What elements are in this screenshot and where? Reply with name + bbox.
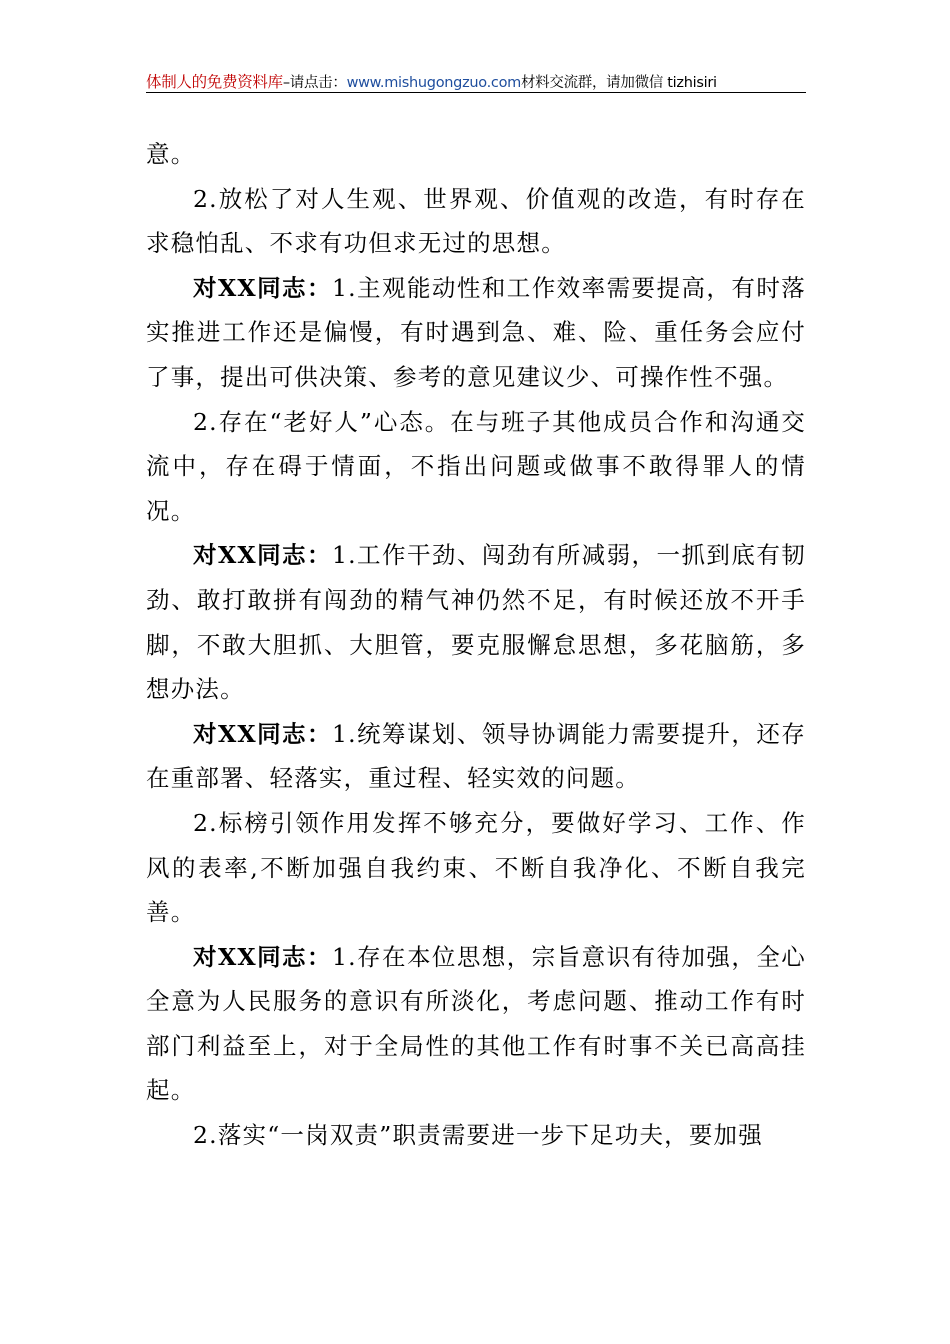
paragraph-3-text: 1.主观能动性和工作效率需要提高，有时落实推进工作还是偏慢，有时遇到急、难、险、重任务会应付了事，提出可供决策、参考的意见建议少、可操作性不强。 [146,273,806,391]
paragraph-2-text: 2.放松了对人生观、世界观、价值观的改造，有时存在求稳怕乱、不求有功但求无过的思想。 [146,184,806,258]
header-line [146,70,717,92]
header-prompt: –请点击： [282,75,347,91]
paragraph-5-prefix: 对XX同志： [193,541,332,570]
paragraph-6-prefix: 对XX同志： [193,719,332,748]
header-url-link[interactable]: www.mishugongzuo.com [346,75,521,91]
paragraph-2 [146,177,806,266]
paragraph-1 [146,132,806,177]
header-suffix: 材料交流群，请加微信 tizhisiri [520,75,717,91]
document-body [146,132,806,1158]
page-header [146,58,806,93]
paragraph-8-text: 1.存在本位思想，宗旨意识有待加强，全心全意为人民服务的意识有所淡化，考虑问题、推动工作有时部门利益至上，对于全局性的其他工作有时事不关已高高挂起。 [146,942,806,1105]
paragraph-3 [146,266,806,400]
paragraph-9 [146,1113,806,1158]
paragraph-4 [146,400,806,534]
paragraph-9-text: 2.落实“一岗双责”职责需要进一步下足功夫，要加强 [193,1121,763,1150]
paragraph-6-text: 1.统筹谋划、领导协调能力需要提升，还存在重部署、轻落实，重过程、轻实效的问题。 [146,719,806,793]
header-brand: 体制人的免费资料库 [146,73,283,91]
paragraph-7-text: 2.标榜引领作用发挥不够充分，要做好学习、工作、作风的表率,不断加强自我约束、不断自我净化、不断自我完善。 [146,808,806,927]
paragraph-5 [146,533,806,711]
paragraph-7 [146,801,806,935]
paragraph-6 [146,712,806,801]
paragraph-4-text: 2.存在“老好人”心态。在与班子其他成员合作和沟通交流中，存在碍于情面，不指出问题或做事不敢得罪人的情况。 [146,407,806,525]
paragraph-8-prefix: 对XX同志： [193,942,332,971]
paragraph-1-text: 意。 [146,140,196,168]
paragraph-3-prefix: 对XX同志： [193,273,332,302]
paragraph-5-text: 1.工作干劲、闯劲有所减弱，一抓到底有韧劲、敢打敢拼有闯劲的精气神仍然不足，有时候还放不开手脚，不敢大胆抓、大胆管，要克服懈怠思想，多花脑筋，多想办法。 [146,541,806,704]
paragraph-8 [146,935,806,1113]
